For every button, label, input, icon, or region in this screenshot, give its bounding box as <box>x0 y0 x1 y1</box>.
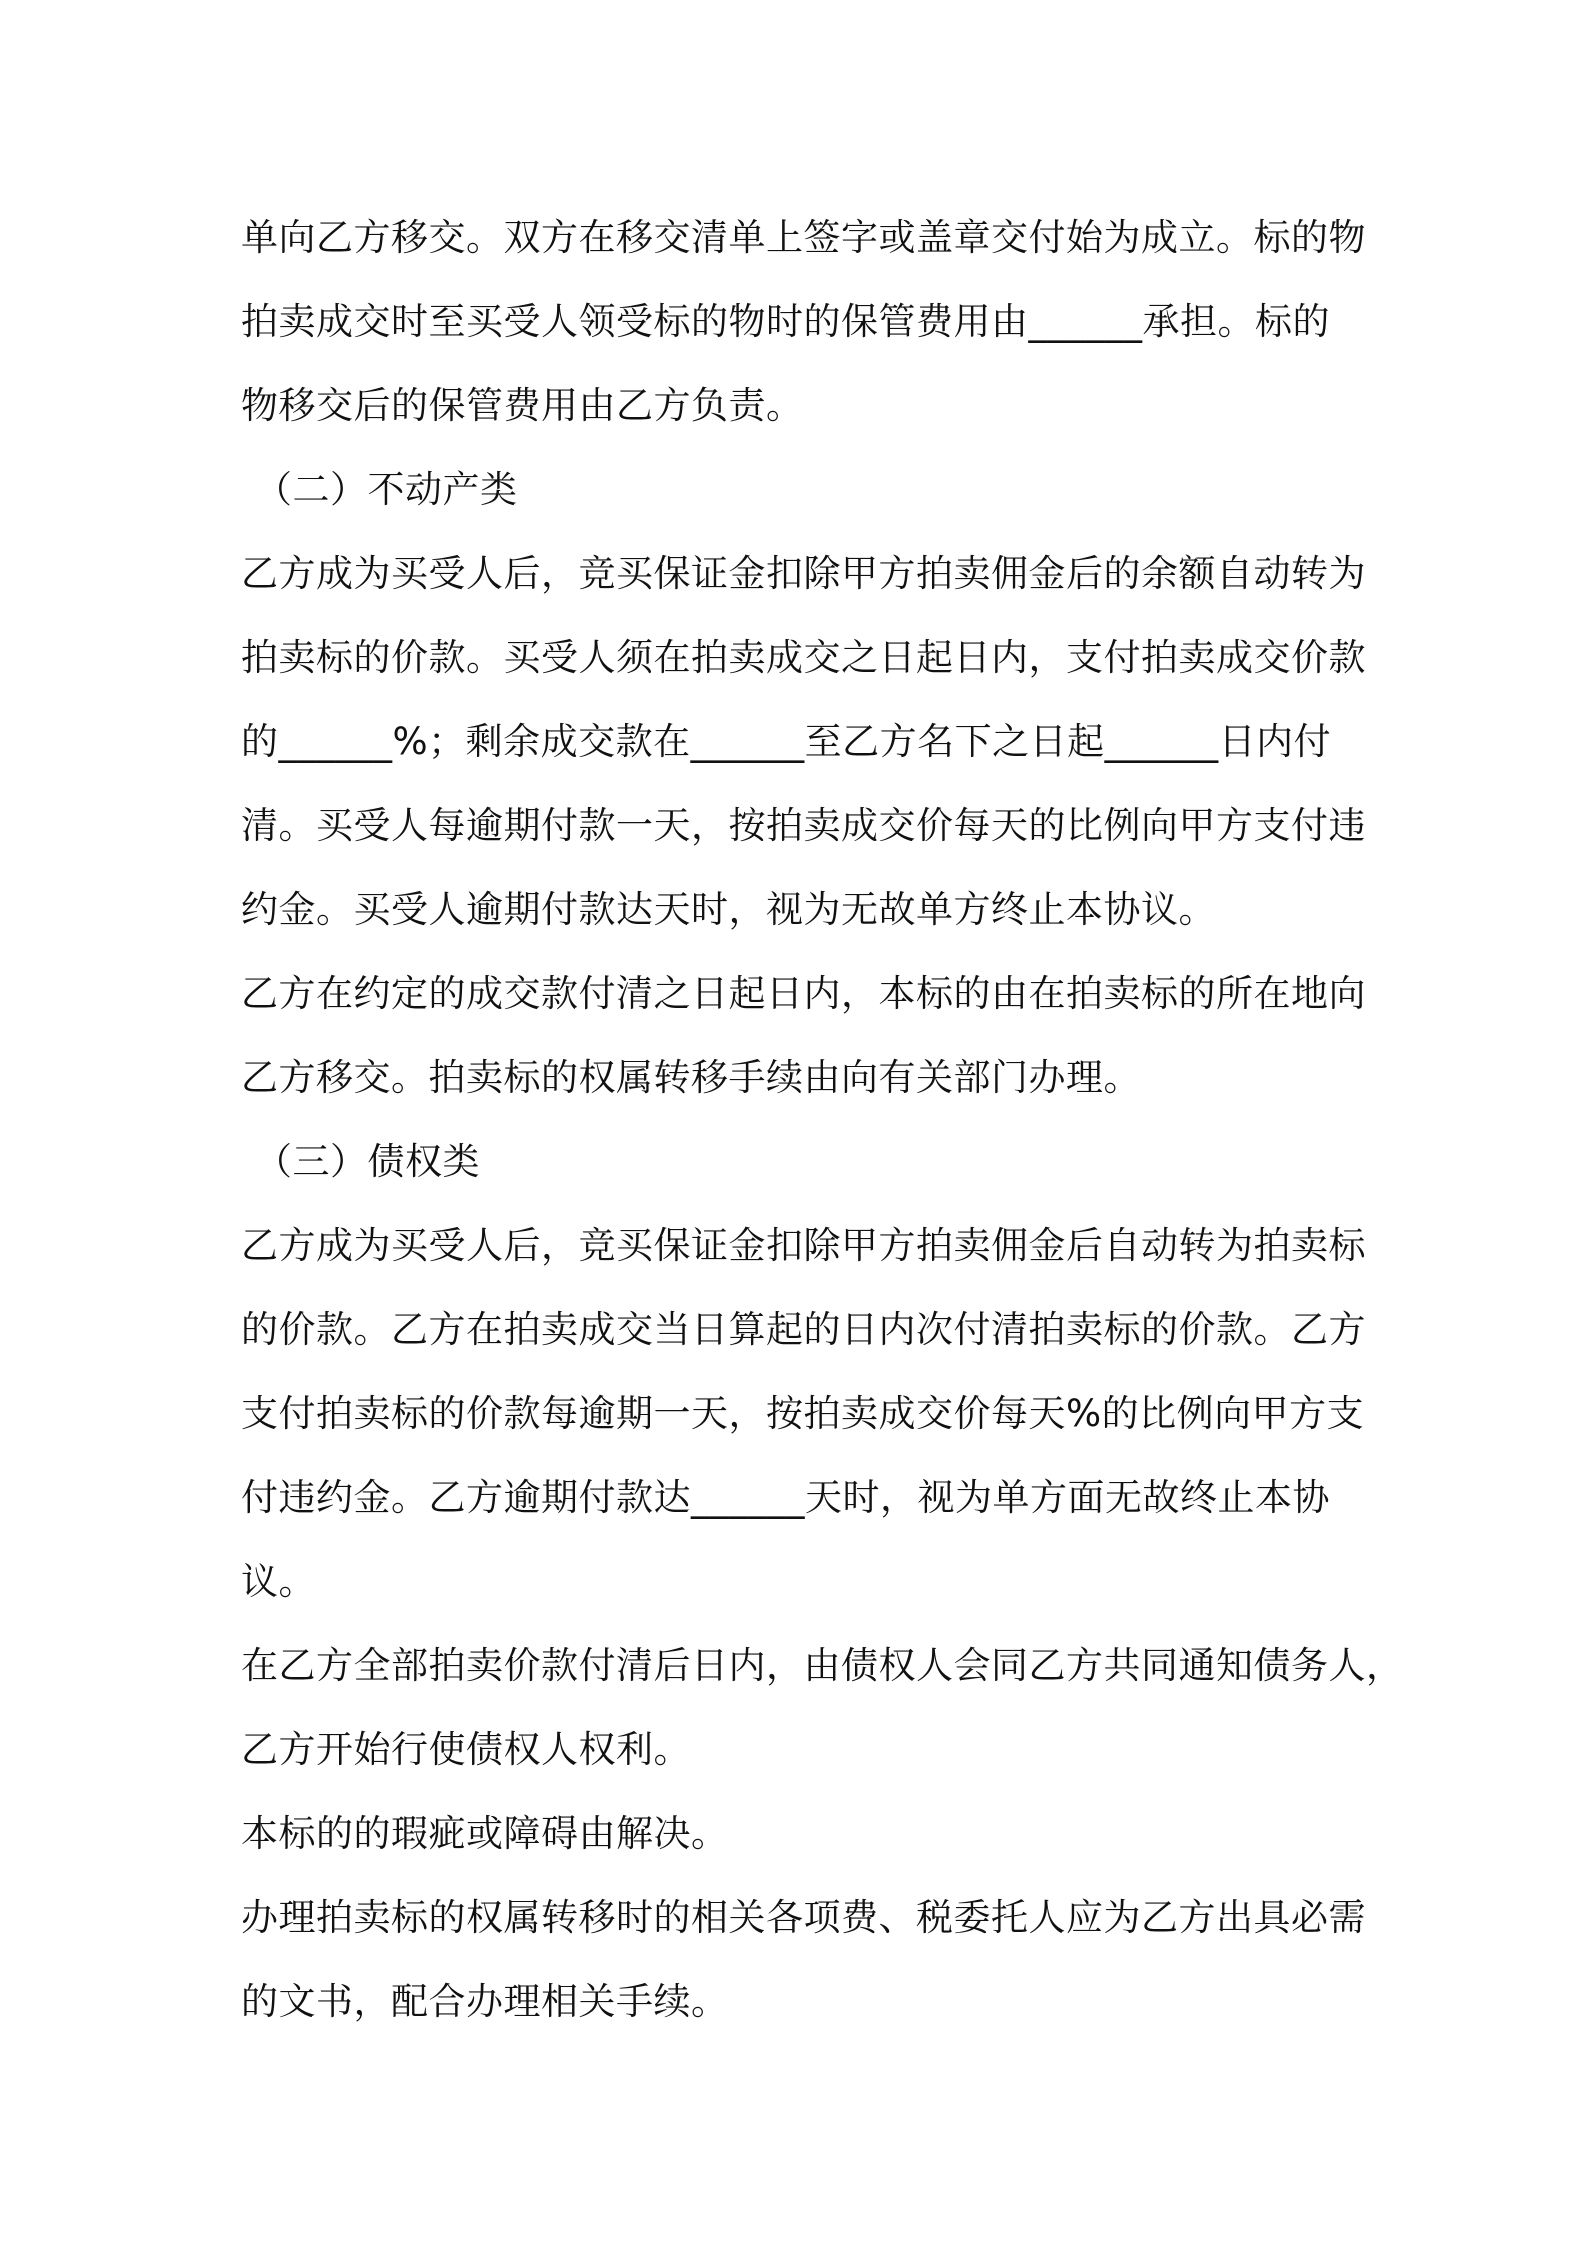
paragraph-line: 乙方在约定的成交款付清之日起日内，本标的由在拍卖标的所在地向 <box>241 972 1366 1015</box>
paragraph-line: 物移交后的保管费用由乙方负责。 <box>241 384 804 427</box>
paragraph-line: 清。买受人每逾期付款一天，按拍卖成交价每天的比例向甲方支付违 <box>241 804 1366 847</box>
paragraph-line: 付违约金。乙方逾期付款达______天时，视为单方面无故终止本协 <box>241 1476 1330 1519</box>
paragraph-line: 在乙方全部拍卖价款付清后日内，由债权人会同乙方共同通知债务人， <box>241 1644 1404 1687</box>
paragraph-line: 乙方成为买受人后，竞买保证金扣除甲方拍卖佣金后自动转为拍卖标 <box>241 1224 1366 1267</box>
document-body <box>241 196 1404 2044</box>
paragraph-line: 的价款。乙方在拍卖成交当日算起的日内次付清拍卖标的价款。乙方 <box>241 1308 1366 1351</box>
paragraph-line: 乙方成为买受人后，竞买保证金扣除甲方拍卖佣金后的余额自动转为 <box>241 552 1366 595</box>
paragraph-line: 议。 <box>241 1560 316 1603</box>
paragraph-line: 的文书，配合办理相关手续。 <box>241 1980 729 2023</box>
paragraph-line: 本标的的瑕疵或障碍由解决。 <box>241 1812 729 1855</box>
paragraph-line: 拍卖成交时至买受人领受标的物时的保管费用由______承担。标的 <box>241 300 1330 343</box>
paragraph-line: 乙方开始行使债权人权利。 <box>241 1728 691 1771</box>
paragraph-line: 办理拍卖标的权属转移时的相关各项费、税委托人应为乙方出具必需 <box>241 1896 1366 1939</box>
section-heading-real-estate: （二）不动产类 <box>255 468 518 511</box>
paragraph-line: 支付拍卖标的价款每逾期一天，按拍卖成交价每天%的比例向甲方支 <box>241 1392 1365 1435</box>
paragraph-line: 乙方移交。拍卖标的权属转移手续由向有关部门办理。 <box>241 1056 1141 1099</box>
paragraph-line: 拍卖标的价款。买受人须在拍卖成交之日起日内，支付拍卖成交价款 <box>241 636 1366 679</box>
paragraph-line: 的______%；剩余成交款在______至乙方名下之日起______日内付 <box>241 720 1332 763</box>
paragraph-line: 单向乙方移交。双方在移交清单上签字或盖章交付始为成立。标的物 <box>241 216 1366 259</box>
section-heading-creditor-rights: （三）债权类 <box>255 1140 480 1183</box>
paragraph-line: 约金。买受人逾期付款达天时，视为无故单方终止本协议。 <box>241 888 1216 931</box>
